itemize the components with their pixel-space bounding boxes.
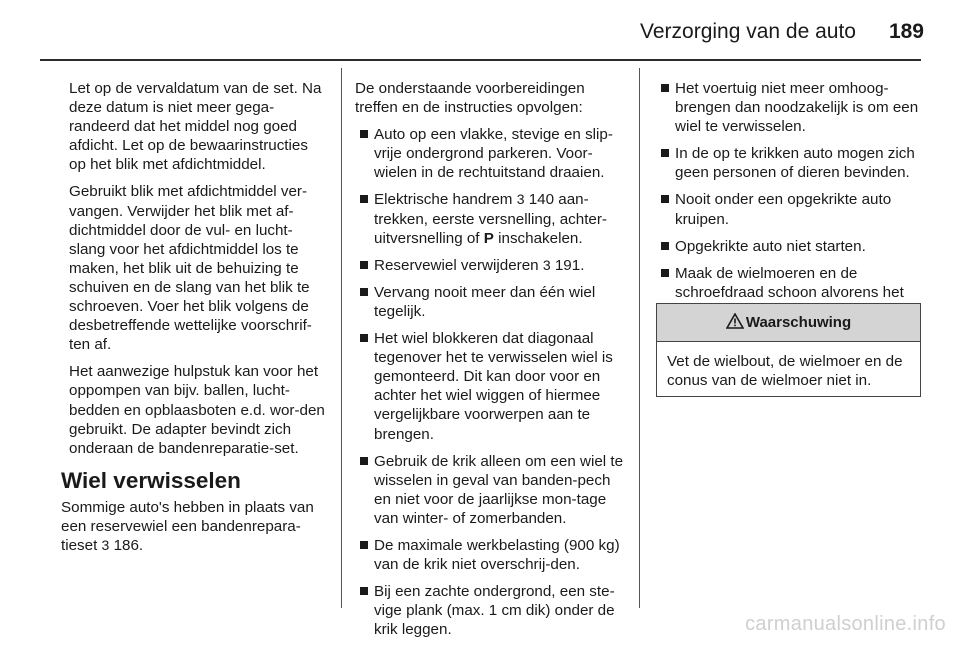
list-item <box>355 256 625 275</box>
list-item-text: Maak de wielmoeren en de schroefdraad schoon alvorens het <box>675 264 904 301</box>
list-item <box>355 329 625 444</box>
bullet-icon <box>661 195 669 203</box>
column-3 <box>656 79 922 329</box>
list-item <box>355 536 625 574</box>
list-item <box>355 582 625 639</box>
bullet-icon <box>360 457 368 465</box>
paragraph: Gebruikt blik met afdichtmiddel ver-vangen. Verwijder het blik met af-dichtmiddel door de vul- en lucht-slang voor het afdichtmiddel los te maken, het blik uit de behuizing te schuiven en de slang van het blik te schroeven. Voer het blik volgens de desbetreffende wettelijke voorschrif-ten af. <box>69 183 312 354</box>
list-item-text: Vervang nooit meer dan één wiel tegelijk. <box>374 283 596 320</box>
list-item <box>355 283 625 321</box>
bullet-icon <box>360 541 368 549</box>
page-reference-link[interactable]: 191. <box>554 256 585 274</box>
list-item-text: Nooit onder een opgekrikte auto kruipen. <box>675 191 892 228</box>
bullet-icon <box>661 149 669 157</box>
paragraph <box>61 498 326 555</box>
list-item <box>656 237 922 256</box>
list-item-text: Elektrische handrem <box>374 191 513 209</box>
reference-arrow-icon: 3 <box>516 191 525 208</box>
column-divider <box>341 68 342 608</box>
section-heading: Wiel verwisselen <box>61 467 241 493</box>
warning-header <box>657 304 920 342</box>
reference-arrow-icon: 3 <box>101 536 110 553</box>
paragraph: Let op de vervaldatum van de set. Na deze datum is niet meer gega-randeerd dat het middel nog goed afdicht. Let op de bewaarinstructies op het blik met afdichtmiddel. <box>69 80 322 174</box>
list-item-text: Het wiel blokkeren dat diagonaal tegenover het te verwisselen wiel is gemonteerd. Dit kan door voor en achter het wiel wiggen of hiermee vergelijkbare voorwerpen aan te brengen. <box>374 330 613 443</box>
page-header <box>0 14 960 54</box>
column-2 <box>355 79 625 647</box>
list-item-text: Bij een zachte ondergrond, een ste-vige plank (max. 1 cm dik) onder de krik leggen. <box>374 583 615 639</box>
list-item <box>355 452 625 528</box>
paragraph-text: Sommige auto's hebben in plaats van een reservewiel een bandenrepara-tieset <box>61 498 314 554</box>
column-1 <box>61 79 326 563</box>
watermark: carmanualsonline.info <box>745 613 946 635</box>
paragraph: Het aanwezige hulpstuk kan voor het oppompen van bijv. ballen, lucht-bedden en opblaasboten e.d. wor-den gebruikt. De adapter bevindt zich onderaan de bandenreparatie-set. <box>69 363 325 457</box>
bullet-icon <box>360 288 368 296</box>
list-item-text: Auto op een vlakke, stevige en slip-vrije ondergrond parkeren. Voor-wielen in de rechtuitstand draaien. <box>374 126 613 182</box>
bullet-icon <box>360 261 368 269</box>
bullet-icon <box>661 84 669 92</box>
list-item <box>355 190 625 247</box>
list-item-text: Het voertuig niet meer omhoog-brengen dan noodzakelijk is om een wiel te verwisselen. <box>675 80 919 136</box>
warning-triangle-icon <box>726 313 744 329</box>
list-item <box>656 79 922 136</box>
warning-title: Waarschuwing <box>745 314 852 331</box>
list-item <box>656 190 922 228</box>
list-item-text: Reservewiel verwijderen <box>374 256 539 274</box>
list-item-text: In de op te krikken auto mogen zich geen personen of dieren bevinden. <box>675 145 915 182</box>
warning-box <box>656 303 921 397</box>
list-item-text: inschakelen. <box>498 229 583 247</box>
list-item-text: Gebruik de krik alleen om een wiel te wisselen in geval van banden-pech en niet voor de jaarlijkse mon-tage van winter- of zomerbanden. <box>374 452 624 527</box>
reference-arrow-icon: 3 <box>542 256 551 273</box>
bullet-icon <box>360 334 368 342</box>
bullet-icon <box>661 269 669 277</box>
page-number: 189 <box>888 20 924 43</box>
page-reference-link[interactable]: 140 aan-trekken, eerste versnelling, achter-uitversnelling of <box>374 191 607 247</box>
list-item-text: Opgekrikte auto niet starten. <box>675 237 866 255</box>
header-title: Verzorging van de auto <box>640 20 856 43</box>
bullet-icon <box>360 195 368 203</box>
gear-letter: P <box>483 229 494 247</box>
header-rule <box>40 59 921 61</box>
intro-text: De onderstaande voorbereidingen treffen en de instructies opvolgen: <box>355 80 585 117</box>
bullet-icon <box>661 242 669 250</box>
bullet-icon <box>360 587 368 595</box>
list-item <box>355 125 625 182</box>
column-divider <box>639 68 640 608</box>
page-reference-link[interactable]: 186. <box>113 536 144 554</box>
list-item-text: De maximale werkbelasting (900 kg) van de krik niet overschrij-den. <box>374 536 620 574</box>
bullet-icon <box>360 130 368 138</box>
warning-text: Vet de wielbout, de wielmoer en de conus van de wielmoer niet in. <box>667 353 903 390</box>
list-item <box>656 144 922 182</box>
